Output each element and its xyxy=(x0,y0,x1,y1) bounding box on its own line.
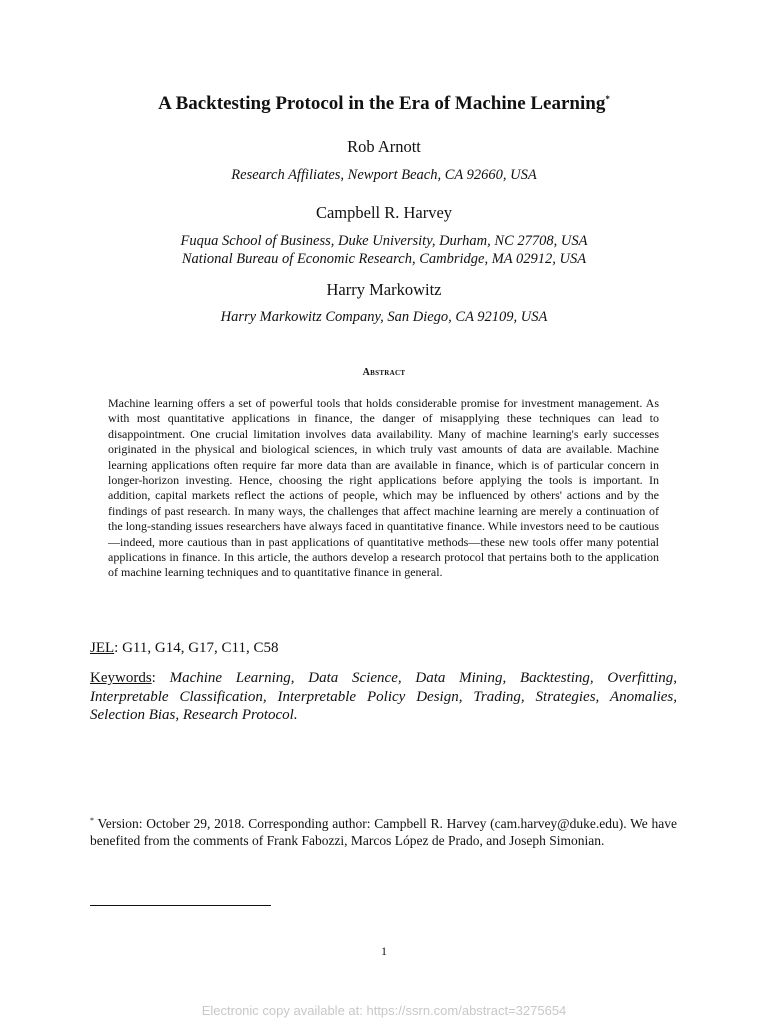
abstract-heading: Abstract xyxy=(362,367,406,378)
author-name-3: Harry Markowitz xyxy=(326,280,442,299)
title-footnote-mark: * xyxy=(605,94,610,104)
author-affiliation-3: Harry Markowitz Company, San Diego, CA 92109, USA xyxy=(220,309,548,325)
author-name-2: Campbell R. Harvey xyxy=(315,203,453,222)
footnote xyxy=(90,812,677,849)
jel-codes: : G11, G14, G17, C11, C58 xyxy=(114,640,279,656)
ssrn-notice: Electronic copy available at: https://ssrn.com/abstract=3275654 xyxy=(201,1003,567,1018)
keywords-block xyxy=(90,669,677,725)
abstract-text: Machine learning offers a set of powerful tools that holds considerable promise for investment management. As with most quantitative applications in finance, the danger of misapplying these techniques can lead to disappointment. One crucial limitation involves data availability. Many of machine learning's early successes originated in the physical and biological sciences, in which truly vast amounts of data are available. Machine learning applications often require far more data than are available in finance, which is of particular concern in longer-horizon investing. Hence, choosing the right applications before applying the tools is important. In addition, capital markets reflect the actions of people, which may be influenced by others' actions and by the findings of past research. In many ways, the challenges that affect machine learning are merely a continuation of the long-standing issues researchers have always faced in quantitative finance. While investors need to be cautious—indeed, more cautious than in past applications of quantitative methods—these new tools offer many potential applications in finance. In this article, the authors develop a research protocol that pertains both to the application of machine learning techniques and to quantitative finance in general. xyxy=(108,396,659,580)
page-number: 1 xyxy=(381,944,387,958)
paper-title-text: A Backtesting Protocol in the Era of Machine Learning xyxy=(158,93,606,114)
footnote-rule xyxy=(90,905,271,906)
author-affiliation-2b: National Bureau of Economic Research, Cambridge, MA 02912, USA xyxy=(181,251,587,267)
author-affiliation-1: Research Affiliates, Newport Beach, CA 92660, USA xyxy=(231,167,537,183)
footnote-mark: * xyxy=(90,816,94,825)
paper-title xyxy=(0,93,768,115)
keywords-list: Machine Learning, Data Science, Data Mining, Backtesting, Overfitting, Interpretable Classification, Interpretable Policy Design, Trading, Strategies, Anomalies, Selection Bias, Research Protocol. xyxy=(90,670,677,724)
author-name-1: Rob Arnott xyxy=(347,137,421,156)
keywords-separator: : xyxy=(151,670,170,686)
jel-label: JEL xyxy=(90,640,115,656)
author-affiliation-2a: Fuqua School of Business, Duke University, Durham, NC 27708, USA xyxy=(180,233,588,249)
keywords-label: Keywords xyxy=(90,670,152,686)
jel-line xyxy=(90,640,278,657)
footnote-text: Version: October 29, 2018. Corresponding author: Campbell R. Harvey (cam.harvey@duke.edu). We have benefited from the comments of Frank Fabozzi, Marcos López de Prado, and Joseph Simonian. xyxy=(90,816,677,848)
